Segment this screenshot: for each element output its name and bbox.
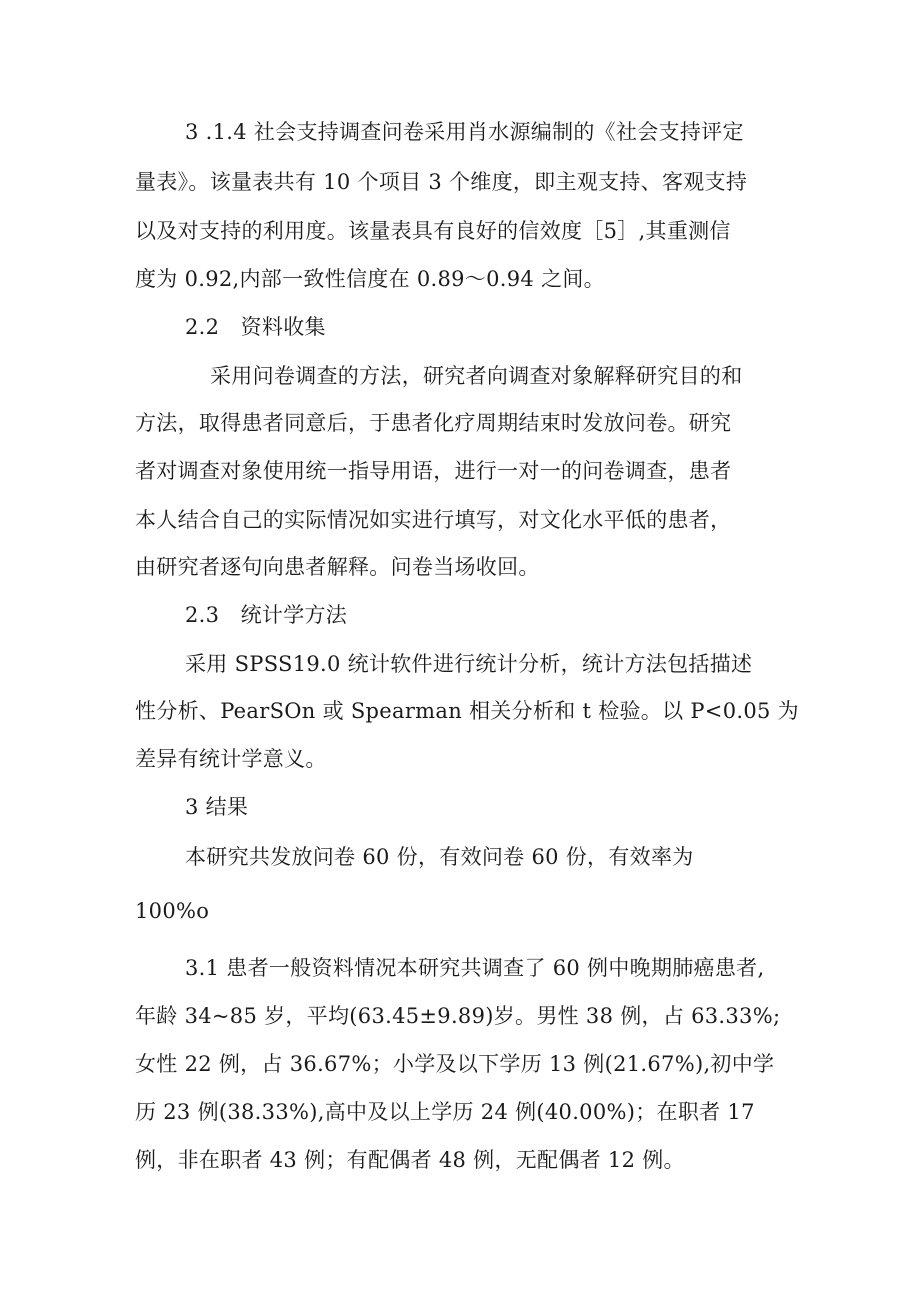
text-line: 度为 0.92,内部一致性信度在 0.89～0.94 之间。 bbox=[135, 267, 605, 291]
text-line: 采用问卷调查的方法，研究者向调查对象解释研究目的和 bbox=[210, 364, 743, 388]
section-heading: 3 结果 bbox=[185, 795, 249, 819]
text-line: 差异有统计学意义。 bbox=[135, 747, 327, 771]
text-line: 以及对支持的利用度。该量表具有良好的信效度［5］,其重测信 bbox=[135, 219, 731, 243]
text-line: 年龄 34~85 岁，平均(63.45±9.89)岁。男性 38 例，占 63.33%; bbox=[135, 1004, 781, 1028]
text-line: 本人结合自己的实际情况如实进行填写，对文化水平低的患者， bbox=[135, 508, 732, 532]
text-line: 者对调查对象使用统一指导用语，进行一对一的问卷调查，患者 bbox=[135, 459, 732, 483]
text-line: 例，非在职者 43 例；有配偶者 48 例，无配偶者 12 例。 bbox=[135, 1148, 685, 1172]
section-heading: 2.3 统计学方法 bbox=[185, 603, 348, 627]
section-heading: 2.2 资料收集 bbox=[185, 315, 326, 339]
text-line: 100%o bbox=[135, 899, 210, 923]
text-line: 采用 SPSS19.0 统计软件进行统计分析，统计方法包括描述 bbox=[185, 652, 753, 676]
text-line: 历 23 例(38.33%),高中及以上学历 24 例(40.00%)；在职者 17 bbox=[135, 1100, 755, 1124]
text-line: 由研究者逐句向患者解释。问卷当场收回。 bbox=[135, 555, 540, 579]
text-line: 性分析、PearSOn 或 Spearman 相关分析和 t 检验。以 P<0.05 为 bbox=[135, 699, 799, 723]
text-line: 方法，取得患者同意后，于患者化疗周期结束时发放问卷。研究 bbox=[135, 411, 732, 435]
text-line: 3.1 患者一般资料情况本研究共调查了 60 例中晚期肺癌患者, bbox=[185, 956, 765, 980]
text-line: 3 .1.4 社会支持调查问卷采用肖水源编制的《社会支持评定 bbox=[185, 120, 744, 144]
text-line: 本研究共发放问卷 60 份，有效问卷 60 份，有效率为 bbox=[185, 845, 694, 869]
text-line: 女性 22 例，占 36.67%；小学及以下学历 13 例(21.67%),初中学 bbox=[135, 1052, 775, 1076]
text-line: 量表》。该量表共有 10 个项目 3 个维度，即主观支持、客观支持 bbox=[135, 170, 748, 194]
